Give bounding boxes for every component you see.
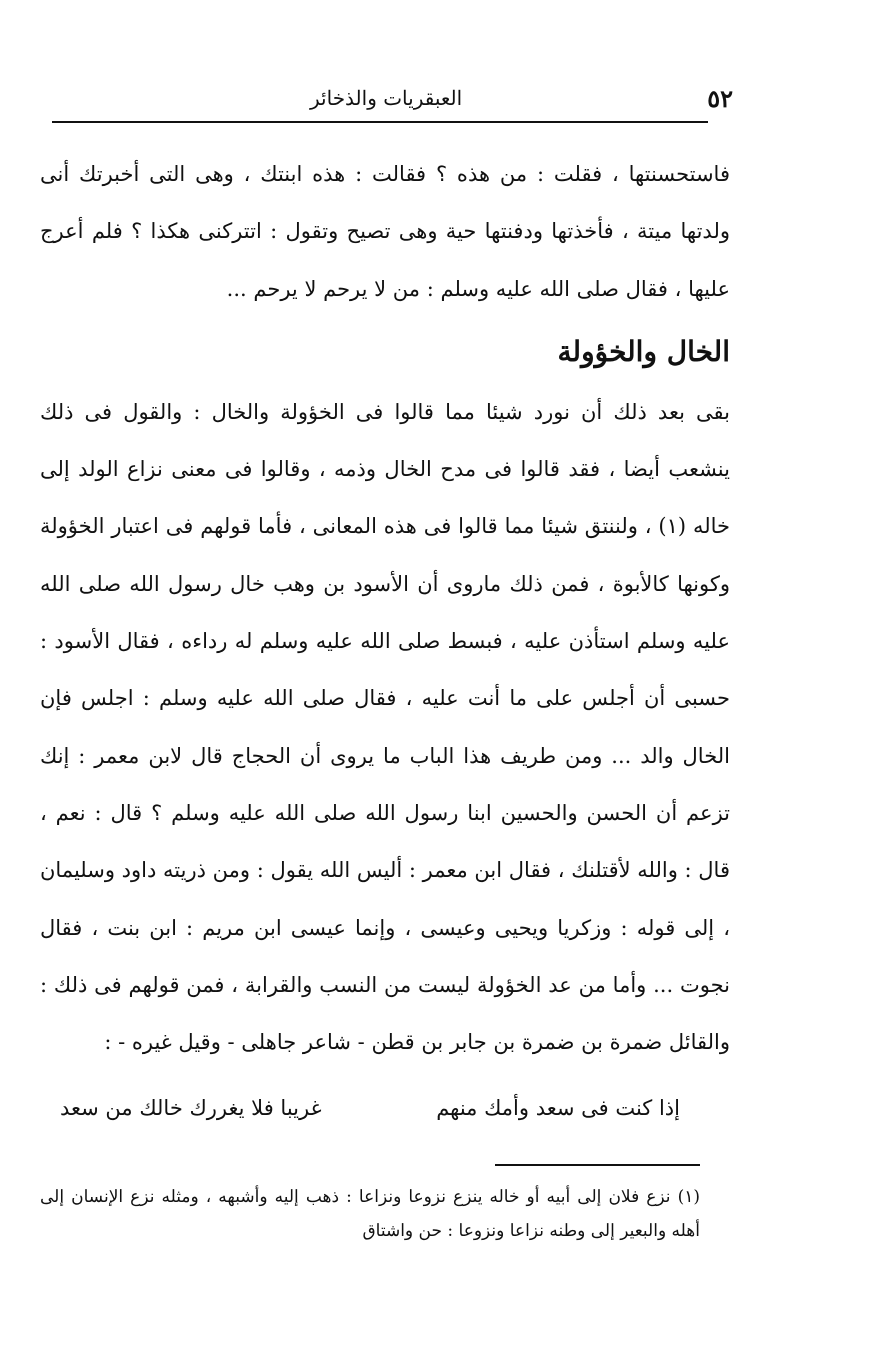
running-title: العبقريات والذخائر: [310, 86, 463, 110]
page-header: [50, 78, 733, 118]
footnote-rule: [495, 1164, 700, 1166]
main-text: [40, 146, 730, 1071]
footnote-text: (١) نزع فلان إلى أبيه أو خاله ينزع نزوعا ونزاعا : ذهب إليه وأشبهه ، ومثله نزع الإنسان إلى أهله والبعير إلى وطنه نزاعا ونزوعا : حن واشتاق: [40, 1187, 700, 1241]
verse-first-hemistich: إذا كنت فى سعد وأمك منهم: [436, 1096, 680, 1120]
verse-second-hemistich: غريبا فلا يغررك خالك من سعد: [60, 1096, 322, 1120]
poetry-verse: [60, 1096, 680, 1136]
section-paragraph: بقى بعد ذلك أن نورد شيئا مما قالوا فى الخؤولة والخال : والقول فى ذلك ينشعب أيضا ، فقد قالوا فى مدح الخال وذمه ، وقالوا فى معنى نزاع الولد إلى خاله (١) ، ولننتق شيئا مما قالوا فى هذه المعانى ، فأما قولهم فى اعتبار الخؤولة وكونها كالأبوة ، فمن ذلك ماروى أن الأسود بن وهب خال رسول الله صلى الله عليه وسلم استأذن عليه ، فبسط صلى الله عليه وسلم له رداءه ، فقال الأسود : حسبى أن أجلس على ما أنت عليه ، فقال صلى الله عليه وسلم : اجلس فإن الخال والد ... ومن طريف هذا الباب ما يروى أن الحجاج قال لابن معمر : إنك تزعم أن الحسن والحسين ابنا رسول الله صلى الله عليه وسلم ؟ قال : نعم ، قال : والله لأقتلنك ، فقال ابن معمر : أليس الله يقول : ومن ذريته داود وسليمان ، إلى قوله : وزكريا ويحيى وعيسى ، وإنما عيسى ابن مريم : ابن بنت ، فقال نجوت ... وأما من عد الخؤولة ليست من النسب والقرابة ، فمن قولهم فى ذلك : والقائل ضمرة بن ضمرة بن جابر بن قطن - شاعر جاهلى - وقيل غيره - :: [40, 399, 731, 1055]
page-number: ٥٢: [707, 83, 733, 113]
intro-paragraph: فاستحسنتها ، فقلت : من هذه ؟ فقالت : هذه ابنتك ، وهى التى أخبرتك أنى ولدتها ميتة ، فأخذتها ودفنتها حية وهى تصيح وتقول : اتتركنى هكذا ؟ فلم أعرج عليها ، فقال صلى الله عليه وسلم : من لا يرحم لا يرحم ...: [40, 162, 730, 301]
header-rule: [52, 121, 708, 123]
footnote: [40, 1180, 700, 1248]
section-title: الخال والخؤولة: [557, 334, 730, 368]
